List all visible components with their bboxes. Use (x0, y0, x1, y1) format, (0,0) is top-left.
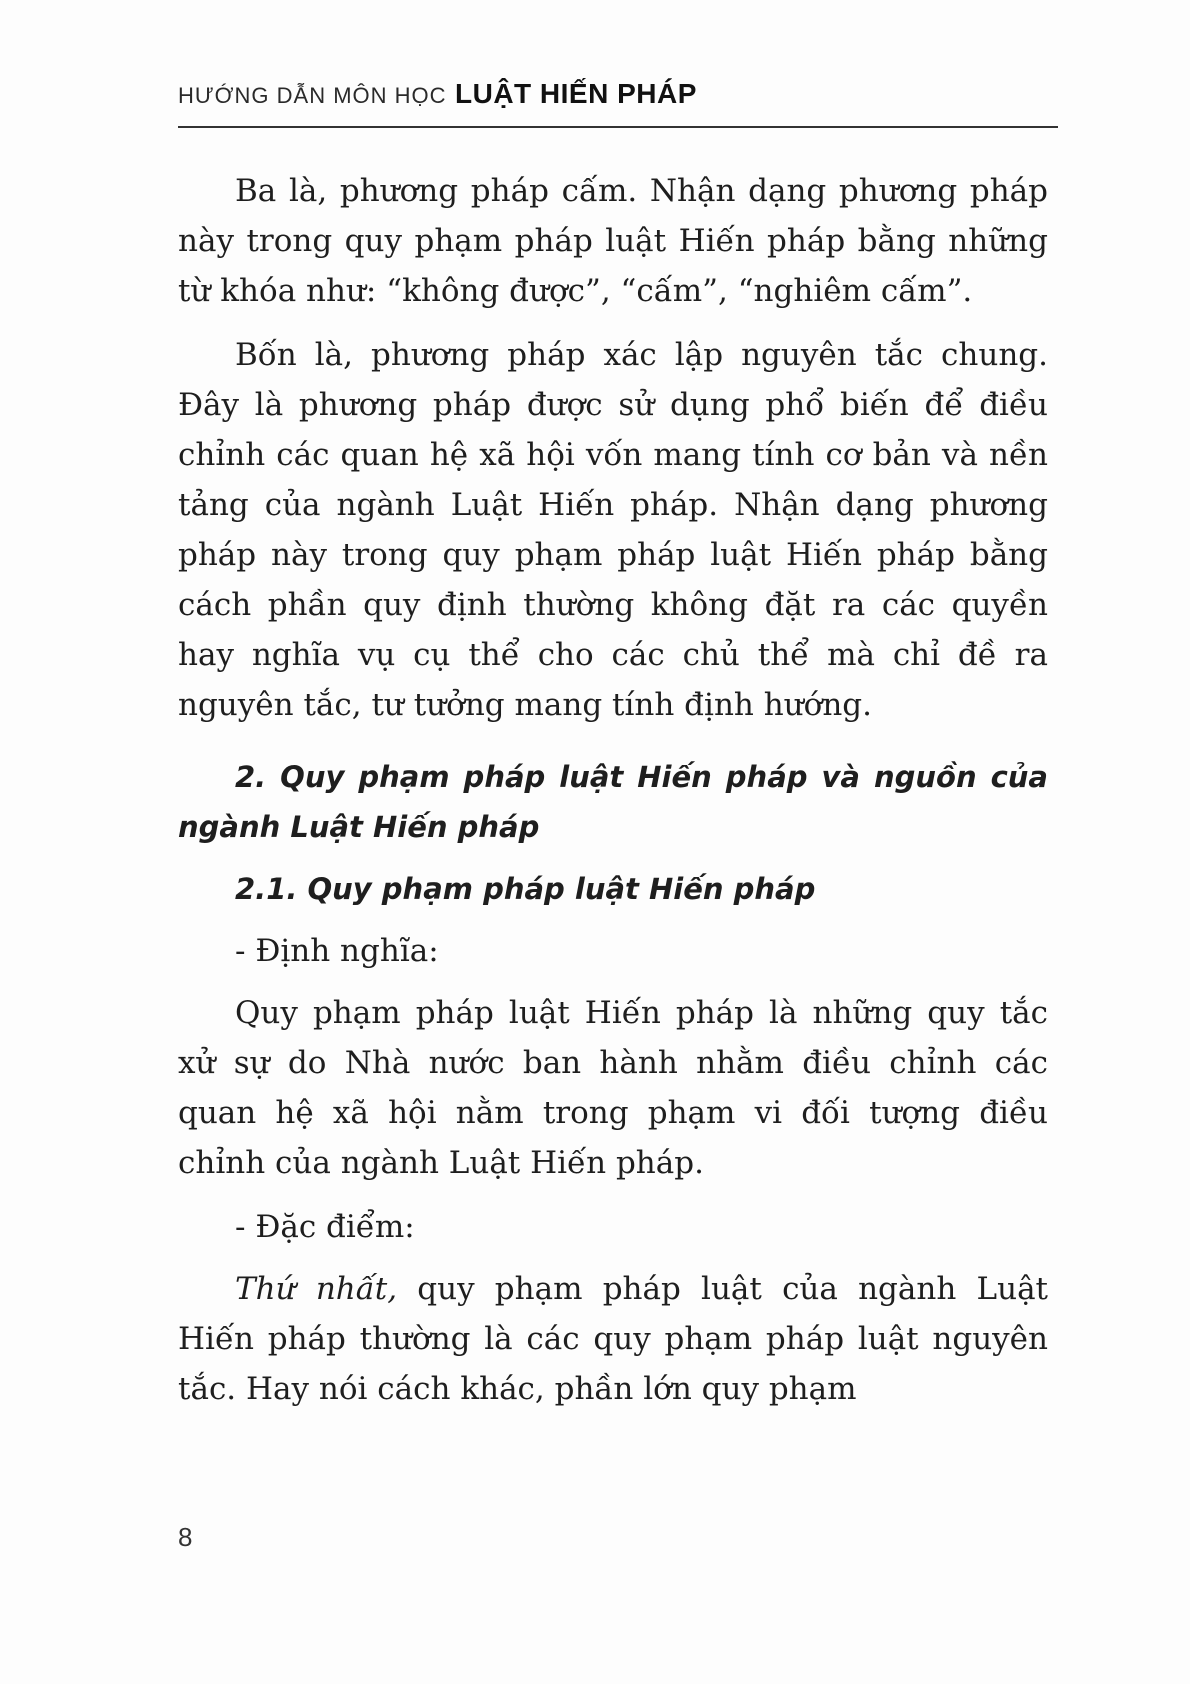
paragraph-definition: Quy phạm pháp luật Hiến pháp là những quy tắc xử sự do Nhà nước ban hành nhằm điều chỉnh các quan hệ xã hội nằm trong phạm vi đối tượng điều chỉnh của ngành Luật Hiến pháp. (178, 995, 1048, 1181)
page-body (178, 166, 1048, 1428)
section-heading-2: 2. Quy phạm pháp luật Hiến pháp và nguồn của ngành Luật Hiến pháp (178, 760, 1048, 844)
paragraph-method-general-principle: Bốn là, phương pháp xác lập nguyên tắc chung. Đây là phương pháp được sử dụng phổ biến để điều chỉnh các quan hệ xã hội vốn mang tính cơ bản và nền tảng của ngành Luật Hiến pháp. Nhận dạng phương pháp này trong quy phạm pháp luật Hiến pháp bằng cách phần quy định thường không đặt ra các quyền hay nghĩa vụ cụ thể cho các chủ thể mà chỉ đề ra nguyên tắc, tư tưởng mang tính định hướng. (178, 337, 1048, 723)
paragraph-first-characteristic (178, 1264, 1048, 1414)
first-characteristic-text: quy phạm pháp luật của ngành Luật Hiến pháp thường là các quy phạm pháp luật nguyên tắc. Hay nói cách khác, phần lớn quy phạm (178, 1271, 1049, 1407)
definition-label: - Định nghĩa: (235, 933, 439, 969)
running-head-subject: LUẬT HIẾN PHÁP (455, 78, 697, 109)
characteristics-label: - Đặc điểm: (235, 1209, 415, 1245)
section-heading-2-1: 2.1. Quy phạm pháp luật Hiến pháp (235, 872, 816, 906)
first-characteristic-lead: Thứ nhất, (235, 1271, 398, 1307)
page-number: 8 (178, 1522, 193, 1552)
paragraph-method-prohibition: Ba là, phương pháp cấm. Nhận dạng phương pháp này trong quy phạm pháp luật Hiến pháp bằng những từ khóa như: “không được”, “cấm”, “nghiêm cấm”. (178, 173, 1048, 309)
running-head (178, 78, 1058, 128)
running-head-series: HƯỚNG DẪN MÔN HỌC (178, 83, 447, 108)
